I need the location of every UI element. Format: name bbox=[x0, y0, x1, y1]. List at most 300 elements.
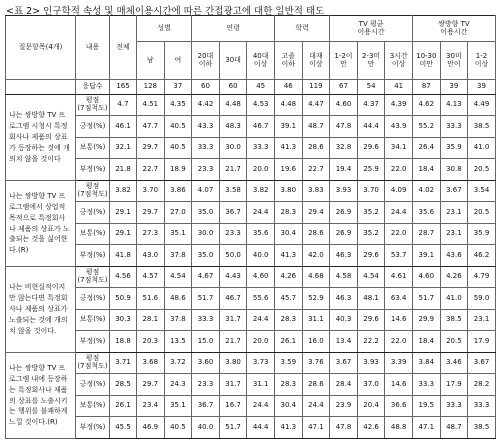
table-cell: 3.93 bbox=[330, 181, 358, 202]
table-cell: 27.0 bbox=[164, 202, 192, 224]
table-cell: 4.53 bbox=[247, 95, 275, 116]
table-cell: 51.7 bbox=[219, 417, 247, 439]
row-label: 평점 (7점척도) bbox=[76, 181, 110, 202]
table-cell: 60 bbox=[192, 80, 220, 95]
table-cell: 19.6 bbox=[275, 159, 303, 181]
n-row bbox=[6, 80, 496, 95]
table-cell: 28.6 bbox=[302, 138, 330, 159]
table-cell: 3.93 bbox=[357, 353, 385, 374]
table-cell: 31.1 bbox=[247, 374, 275, 396]
table-cell: 28.3 bbox=[275, 374, 303, 396]
table-cell: 17.9 bbox=[440, 374, 468, 396]
table-cell: 48.3 bbox=[219, 116, 247, 138]
table-cell: 18.8 bbox=[110, 331, 137, 353]
table-cell: 23.1 bbox=[440, 224, 468, 245]
header-group: 성별 bbox=[137, 16, 192, 42]
table-cell: 3.71 bbox=[110, 353, 137, 374]
table-cell: 33.3 bbox=[247, 138, 275, 159]
table-cell: 45.7 bbox=[275, 288, 303, 310]
table-cell: 3.72 bbox=[164, 353, 192, 374]
header-question: 질문항목(4개) bbox=[6, 16, 76, 80]
header-subcol: 고졸 이하 bbox=[275, 42, 303, 80]
table-cell: 37.8 bbox=[164, 310, 192, 331]
header-subcol: 여 bbox=[164, 42, 192, 80]
table-cell: 26.1 bbox=[110, 396, 137, 417]
table-cell: 31.1 bbox=[302, 310, 330, 331]
question-text: 나는 비현실적이지만 않는다면 특정회사나 제품의 상표가 노출되는 것에 개의치 않을 것이다. bbox=[6, 267, 76, 353]
table-cell: 4.60 bbox=[412, 267, 440, 288]
table-cell: 35.2 bbox=[357, 224, 385, 245]
table-cell: 22.7 bbox=[302, 159, 330, 181]
row-label: 보통(%) bbox=[76, 138, 110, 159]
row-label: 부정(%) bbox=[76, 245, 110, 267]
table-cell: 20.0 bbox=[247, 159, 275, 181]
table-cell: 26.9 bbox=[330, 224, 358, 245]
table-cell: 3.82 bbox=[110, 181, 137, 202]
table-cell: 35.0 bbox=[192, 202, 220, 224]
table-row bbox=[6, 267, 496, 288]
row-label: 보통(%) bbox=[76, 224, 110, 245]
table-cell: 4.49 bbox=[468, 95, 496, 116]
table-cell: 39.1 bbox=[275, 116, 303, 138]
row-label: 평점 (7점척도) bbox=[76, 353, 110, 374]
row-label: 보통(%) bbox=[76, 396, 110, 417]
table-cell: 4.48 bbox=[219, 95, 247, 116]
table-cell: 38.5 bbox=[468, 116, 496, 138]
table-cell: 36.6 bbox=[385, 396, 413, 417]
header-group: 쌍방향 TV 이용시간 bbox=[412, 16, 495, 42]
table-cell: 28.6 bbox=[302, 224, 330, 245]
table-cell: 44.4 bbox=[357, 116, 385, 138]
table-cell: 23.3 bbox=[192, 159, 220, 181]
survey-table bbox=[5, 15, 496, 439]
table-cell: 36.7 bbox=[219, 202, 247, 224]
table-cell: 22.0 bbox=[385, 331, 413, 353]
table-cell: 48.8 bbox=[385, 417, 413, 439]
table-cell: 3.70 bbox=[137, 181, 165, 202]
header-subcol: 30미 만이 bbox=[440, 42, 468, 80]
table-cell: 22.0 bbox=[385, 224, 413, 245]
table-cell: 17.9 bbox=[468, 331, 496, 353]
table-cell: 19.4 bbox=[330, 159, 358, 181]
table-cell: 29.7 bbox=[137, 138, 165, 159]
table-cell: 43.9 bbox=[385, 116, 413, 138]
table-cell: 55.2 bbox=[412, 116, 440, 138]
table-cell: 24.4 bbox=[247, 310, 275, 331]
table-cell: 41.3 bbox=[275, 417, 303, 439]
table-cell: 3.68 bbox=[137, 353, 165, 374]
table-cell: 3.59 bbox=[275, 353, 303, 374]
table-cell: 48.7 bbox=[302, 116, 330, 138]
table-cell: 23.9 bbox=[330, 396, 358, 417]
table-cell: 4.54 bbox=[164, 267, 192, 288]
header-subcol: 2-3미 만 bbox=[357, 42, 385, 80]
table-row bbox=[6, 245, 496, 267]
table-cell: 40.5 bbox=[164, 116, 192, 138]
table-row bbox=[6, 417, 496, 439]
table-cell: 29.6 bbox=[357, 138, 385, 159]
table-cell: 20.5 bbox=[468, 202, 496, 224]
table-row bbox=[6, 331, 496, 353]
table-cell: 4.51 bbox=[137, 95, 165, 116]
table-cell: 4.57 bbox=[137, 267, 165, 288]
table-cell: 43.6 bbox=[440, 245, 468, 267]
table-cell: 41.3 bbox=[275, 245, 303, 267]
table-cell: 52.9 bbox=[302, 288, 330, 310]
table-cell: 23.3 bbox=[192, 374, 220, 396]
table-caption: <표 2> 인구학적 속성 및 매체이용시간에 따른 간접광고에 대한 일반적 태도 bbox=[6, 6, 325, 17]
table-cell: 47.1 bbox=[302, 417, 330, 439]
table-cell: 29.1 bbox=[110, 202, 137, 224]
table-cell: 28.5 bbox=[110, 374, 137, 396]
table-cell: 20.3 bbox=[137, 331, 165, 353]
header-subcol: 10-30 미만 bbox=[412, 42, 440, 80]
table-cell: 40.5 bbox=[164, 417, 192, 439]
table-cell: 43.3 bbox=[192, 116, 220, 138]
table-cell: 45 bbox=[247, 80, 275, 95]
table-cell: 45.5 bbox=[110, 417, 137, 439]
table-cell: 16.7 bbox=[219, 396, 247, 417]
table-row bbox=[6, 396, 496, 417]
table-cell: 33.3 bbox=[468, 396, 496, 417]
table-cell: 20.0 bbox=[247, 331, 275, 353]
table-cell: 4.60 bbox=[247, 267, 275, 288]
table-cell: 87 bbox=[412, 80, 440, 95]
table-cell: 30.8 bbox=[440, 159, 468, 181]
table-cell: 35.9 bbox=[440, 138, 468, 159]
table-cell: 15.0 bbox=[192, 331, 220, 353]
table-cell: 3.80 bbox=[219, 353, 247, 374]
row-label: 부정(%) bbox=[76, 159, 110, 181]
table-cell: 3.67 bbox=[330, 353, 358, 374]
table-cell: 30.4 bbox=[275, 396, 303, 417]
table-cell: 30.3 bbox=[110, 310, 137, 331]
table-cell: 29.7 bbox=[137, 202, 165, 224]
row-label: 긍정(%) bbox=[76, 116, 110, 138]
table-cell: 50.0 bbox=[219, 245, 247, 267]
table-cell: 33.3 bbox=[412, 374, 440, 396]
table-cell: 35.6 bbox=[412, 202, 440, 224]
table-cell: 23.1 bbox=[468, 310, 496, 331]
table-cell: 59.0 bbox=[468, 288, 496, 310]
table-cell: 40.0 bbox=[247, 245, 275, 267]
table-cell: 30.0 bbox=[192, 224, 220, 245]
header-subcol: 3시간 이상 bbox=[385, 42, 413, 80]
row-label: 긍정(%) bbox=[76, 288, 110, 310]
table-row bbox=[6, 95, 496, 116]
table-cell: 53.7 bbox=[385, 245, 413, 267]
table-cell: 29.9 bbox=[412, 310, 440, 331]
table-cell: 22.7 bbox=[137, 159, 165, 181]
table-cell: 31.7 bbox=[219, 310, 247, 331]
table-cell: 41.8 bbox=[110, 245, 137, 267]
table-cell: 128 bbox=[137, 80, 165, 95]
table-cell: 28.4 bbox=[330, 374, 358, 396]
table-cell: 33.3 bbox=[440, 396, 468, 417]
row-label: 평점 (7점척도) bbox=[76, 267, 110, 288]
table-row bbox=[6, 181, 496, 202]
table-cell: 26.9 bbox=[330, 202, 358, 224]
table-cell: 3.67 bbox=[440, 181, 468, 202]
header-subcol: 30대 bbox=[219, 42, 247, 80]
table-cell: 35.2 bbox=[357, 202, 385, 224]
table-cell: 39.1 bbox=[412, 245, 440, 267]
table-cell: 3.73 bbox=[247, 353, 275, 374]
table-row bbox=[6, 310, 496, 331]
table-cell: 3.76 bbox=[302, 353, 330, 374]
table-cell: 14.6 bbox=[385, 374, 413, 396]
table-cell: 3.60 bbox=[192, 353, 220, 374]
table-cell: 37.0 bbox=[357, 374, 385, 396]
header-content: 내용 bbox=[76, 16, 110, 80]
table-row bbox=[6, 353, 496, 374]
table-cell: 24.4 bbox=[247, 202, 275, 224]
row-label: 부정(%) bbox=[76, 417, 110, 439]
table-cell: 4.39 bbox=[385, 95, 413, 116]
table-cell: 23.4 bbox=[137, 396, 165, 417]
table-cell: 40.5 bbox=[164, 138, 192, 159]
table-cell: 37.8 bbox=[164, 245, 192, 267]
table-cell: 41.0 bbox=[440, 288, 468, 310]
table-cell: 23.3 bbox=[219, 224, 247, 245]
table-cell: 40.0 bbox=[192, 417, 220, 439]
table-cell: 3.86 bbox=[164, 181, 192, 202]
table-cell: 22.2 bbox=[357, 331, 385, 353]
table-cell: 47.1 bbox=[412, 417, 440, 439]
table-cell: 46.2 bbox=[468, 245, 496, 267]
table-cell: 4.62 bbox=[412, 95, 440, 116]
table-cell: 32.1 bbox=[110, 138, 137, 159]
row-label: 긍정(%) bbox=[76, 374, 110, 396]
row-label: 긍정(%) bbox=[76, 202, 110, 224]
table-cell: 18.4 bbox=[412, 159, 440, 181]
table-cell: 47.7 bbox=[137, 116, 165, 138]
table-cell: 38.5 bbox=[440, 310, 468, 331]
question-text: 나는 쌍방향 TV 프로그램 시청시 특정회사나 제품의 상표가 등장하는 것에 개의치 않을 것이다 bbox=[6, 95, 76, 181]
table-cell: 48.1 bbox=[357, 288, 385, 310]
table-cell: 39 bbox=[468, 80, 496, 95]
table-cell: 51.7 bbox=[192, 288, 220, 310]
table-cell: 46.9 bbox=[137, 417, 165, 439]
table-cell: 4.07 bbox=[192, 181, 220, 202]
table-cell: 51.6 bbox=[137, 288, 165, 310]
table-cell: 18.4 bbox=[412, 331, 440, 353]
table-cell: 165 bbox=[110, 80, 137, 95]
table-row bbox=[6, 374, 496, 396]
table-cell: 16.0 bbox=[302, 331, 330, 353]
table-cell: 3.54 bbox=[468, 181, 496, 202]
table-cell: 29.6 bbox=[357, 245, 385, 267]
table-cell: 21.7 bbox=[219, 331, 247, 353]
header-subcol: 1-2이 만 bbox=[330, 42, 358, 80]
table-cell: 37 bbox=[164, 80, 192, 95]
table-cell: 34.1 bbox=[385, 138, 413, 159]
table-cell: 35.9 bbox=[468, 224, 496, 245]
table-cell: 42.0 bbox=[302, 245, 330, 267]
question-text: 나는 쌍방향 TV 프로그램 내에 등장하는 특정회사나 제품의 상표를 노출시키는 행위를 불쾌하게 느낄 것이다.(R) bbox=[6, 353, 76, 439]
table-row bbox=[6, 116, 496, 138]
table-cell: 4.09 bbox=[385, 181, 413, 202]
table-cell: 18.9 bbox=[164, 159, 192, 181]
table-cell: 4.26 bbox=[440, 267, 468, 288]
table-cell: 38.5 bbox=[468, 417, 496, 439]
table-cell: 55.6 bbox=[247, 288, 275, 310]
table-cell: 4.13 bbox=[440, 95, 468, 116]
table-cell: 28.1 bbox=[137, 310, 165, 331]
row-label: 응답수 bbox=[76, 80, 110, 95]
table-cell: 4.54 bbox=[357, 267, 385, 288]
table-cell: 13.5 bbox=[164, 331, 192, 353]
table-cell: 4.26 bbox=[275, 267, 303, 288]
table-cell: 4.02 bbox=[412, 181, 440, 202]
table-cell: 119 bbox=[302, 80, 330, 95]
table-cell: 24.4 bbox=[302, 396, 330, 417]
table-cell: 4.43 bbox=[219, 267, 247, 288]
table-cell: 46.1 bbox=[110, 116, 137, 138]
table-cell: 28.6 bbox=[302, 374, 330, 396]
table-cell: 48.6 bbox=[164, 288, 192, 310]
table-cell: 42.6 bbox=[357, 417, 385, 439]
table-row bbox=[6, 138, 496, 159]
table-cell: 29.1 bbox=[110, 224, 137, 245]
table-cell: 35.0 bbox=[192, 245, 220, 267]
table-cell: 33.3 bbox=[440, 116, 468, 138]
table-cell: 28.2 bbox=[468, 374, 496, 396]
table-cell: 41.3 bbox=[275, 138, 303, 159]
question-text: 나는 쌍방향 TV 프로그램에서 상업적 목적으로 특정회사나 제품의 상표가 노출되는 것을 싫어한다.(R) bbox=[6, 181, 76, 267]
header-group: TV 평균 이용시간 bbox=[330, 16, 413, 42]
table-cell: 4.7 bbox=[110, 95, 137, 116]
table-cell: 20.5 bbox=[468, 159, 496, 181]
table-cell: 26.4 bbox=[412, 138, 440, 159]
row-label: 보통(%) bbox=[76, 310, 110, 331]
table-cell: 47.8 bbox=[330, 417, 358, 439]
table-cell: 3.82 bbox=[247, 181, 275, 202]
table-cell: 43.0 bbox=[137, 245, 165, 267]
table-cell: 29.4 bbox=[302, 202, 330, 224]
table-cell: 27.3 bbox=[137, 224, 165, 245]
table-cell: 28.7 bbox=[412, 224, 440, 245]
table-cell: 35.1 bbox=[164, 396, 192, 417]
table-cell: 28.3 bbox=[275, 202, 303, 224]
table-cell: 4.79 bbox=[468, 267, 496, 288]
table-cell: 3.39 bbox=[385, 353, 413, 374]
table-row bbox=[6, 224, 496, 245]
table-cell: 4.35 bbox=[164, 95, 192, 116]
table-cell: 39 bbox=[440, 80, 468, 95]
header-total: 전체 bbox=[110, 16, 137, 80]
table-cell: 4.60 bbox=[330, 95, 358, 116]
table-cell: 29.7 bbox=[137, 374, 165, 396]
table-cell: 20.5 bbox=[440, 331, 468, 353]
table-row bbox=[6, 159, 496, 181]
table-cell: 50.9 bbox=[110, 288, 137, 310]
table-cell: 26.1 bbox=[275, 331, 303, 353]
table-cell: 35.1 bbox=[164, 224, 192, 245]
table-cell: 3.46 bbox=[440, 353, 468, 374]
table-cell: 33.3 bbox=[192, 138, 220, 159]
blank-cell bbox=[6, 80, 76, 95]
header-group: 연령 bbox=[192, 16, 275, 42]
table-cell: 24.4 bbox=[247, 396, 275, 417]
table-cell: 46.3 bbox=[330, 288, 358, 310]
table-cell: 3.58 bbox=[219, 181, 247, 202]
table-cell: 3.67 bbox=[468, 353, 496, 374]
table-cell: 4.67 bbox=[192, 267, 220, 288]
table-cell: 48.7 bbox=[440, 417, 468, 439]
table-cell: 14.6 bbox=[385, 310, 413, 331]
table-cell: 30.0 bbox=[219, 138, 247, 159]
table-cell: 25.9 bbox=[357, 159, 385, 181]
table-cell: 22.0 bbox=[385, 159, 413, 181]
table-cell: 31.7 bbox=[219, 374, 247, 396]
table-cell: 41.0 bbox=[468, 138, 496, 159]
table-cell: 4.48 bbox=[275, 95, 303, 116]
table-cell: 54 bbox=[357, 80, 385, 95]
table-cell: 46 bbox=[275, 80, 303, 95]
table-cell: 63.4 bbox=[385, 288, 413, 310]
row-label: 평점 (7점척도) bbox=[76, 95, 110, 116]
table-cell: 21.7 bbox=[219, 159, 247, 181]
table-cell: 67 bbox=[330, 80, 358, 95]
table-cell: 4.47 bbox=[302, 95, 330, 116]
table-cell: 23.1 bbox=[440, 202, 468, 224]
table-cell: 4.58 bbox=[330, 267, 358, 288]
table-cell: 28.3 bbox=[275, 310, 303, 331]
table-row bbox=[6, 288, 496, 310]
table-cell: 4.37 bbox=[357, 95, 385, 116]
table-cell: 60 bbox=[219, 80, 247, 95]
table-cell: 3.80 bbox=[275, 181, 303, 202]
table-cell: 47.8 bbox=[330, 116, 358, 138]
table-cell: 32.8 bbox=[330, 138, 358, 159]
table-cell: 46.7 bbox=[219, 288, 247, 310]
table-cell: 46.3 bbox=[330, 245, 358, 267]
table-cell: 13.4 bbox=[330, 331, 358, 353]
table-cell: 30.4 bbox=[275, 224, 303, 245]
table-cell: 44.4 bbox=[247, 417, 275, 439]
table-cell: 19.5 bbox=[412, 396, 440, 417]
table-cell: 3.83 bbox=[302, 181, 330, 202]
table-cell: 3.84 bbox=[412, 353, 440, 374]
table-cell: 29.6 bbox=[357, 310, 385, 331]
table-cell: 40.3 bbox=[330, 310, 358, 331]
header-subcol: 40대 이상 bbox=[247, 42, 275, 80]
table-cell: 35.6 bbox=[247, 224, 275, 245]
table-cell: 36.7 bbox=[192, 396, 220, 417]
table-cell: 24.3 bbox=[164, 374, 192, 396]
table-cell: 3.70 bbox=[357, 181, 385, 202]
table-cell: 33.3 bbox=[192, 310, 220, 331]
table-cell: 21.8 bbox=[110, 159, 137, 181]
table-cell: 20.4 bbox=[357, 396, 385, 417]
table-cell: 4.68 bbox=[302, 267, 330, 288]
table-cell: 51.7 bbox=[412, 288, 440, 310]
table-cell: 4.56 bbox=[110, 267, 137, 288]
table-row bbox=[6, 202, 496, 224]
table-cell: 4.42 bbox=[192, 95, 220, 116]
header-subcol: 대재 이상 bbox=[302, 42, 330, 80]
table-cell: 41 bbox=[385, 80, 413, 95]
table-cell: 4.61 bbox=[385, 267, 413, 288]
header-subcol: 1-2 이상 bbox=[468, 42, 496, 80]
header-group: 학력 bbox=[275, 16, 330, 42]
row-label: 부정(%) bbox=[76, 331, 110, 353]
header-subcol: 20대 이하 bbox=[192, 42, 220, 80]
header-subcol: 남 bbox=[137, 42, 165, 80]
table-cell: 46.7 bbox=[247, 116, 275, 138]
table-cell: 24.4 bbox=[385, 202, 413, 224]
